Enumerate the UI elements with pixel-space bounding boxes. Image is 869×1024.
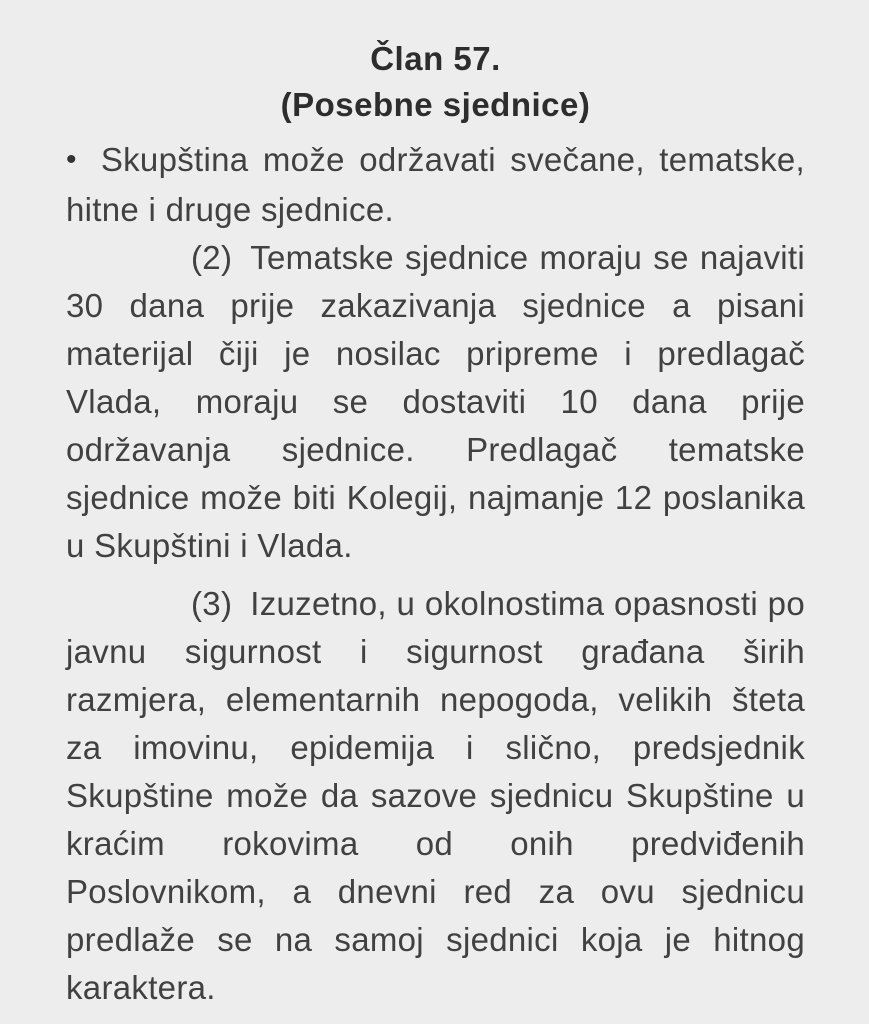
bullet-paragraph-text: Skupština može održavati svečane, tematske, hitne i druge sjednice.	[66, 141, 805, 228]
paragraph-2	[66, 234, 805, 570]
article-title: Član 57.	[370, 40, 501, 77]
paragraph-3-text: Izuzetno, u okolnostima opasnosti po javnu sigurnost i sigurnost građana širih razmjera, elementarnih nepogoda, velikih šteta za imovinu, epidemija i slično, predsjednik Skupštine može da sazove sjednicu Skupštine u kraćim rokovima od onih predviđenih Poslovnikom, a dnevni red za ovu sjednicu predlaže se na samoj sjednici koja je hitnog karaktera.	[66, 585, 805, 1006]
paragraph-3	[66, 580, 805, 1012]
paragraph-3-number: (3)	[191, 585, 233, 622]
bullet-paragraph	[66, 136, 805, 234]
article-subtitle: (Posebne sjednice)	[280, 86, 591, 123]
paragraph-2-number: (2)	[191, 239, 233, 276]
bullet-icon: •	[66, 143, 77, 176]
paragraph-2-text: Tematske sjednice moraju se najaviti 30 dana prije zakazivanja sjednice a pisani materijal čiji je nosilac pripreme i predlagač Vlada, moraju se dostaviti 10 dana prije održavanja sjednice. Predlagač tematske sjednice može biti Kolegij, najmanje 12 poslanika u Skupštini i Vlada.	[66, 239, 805, 564]
